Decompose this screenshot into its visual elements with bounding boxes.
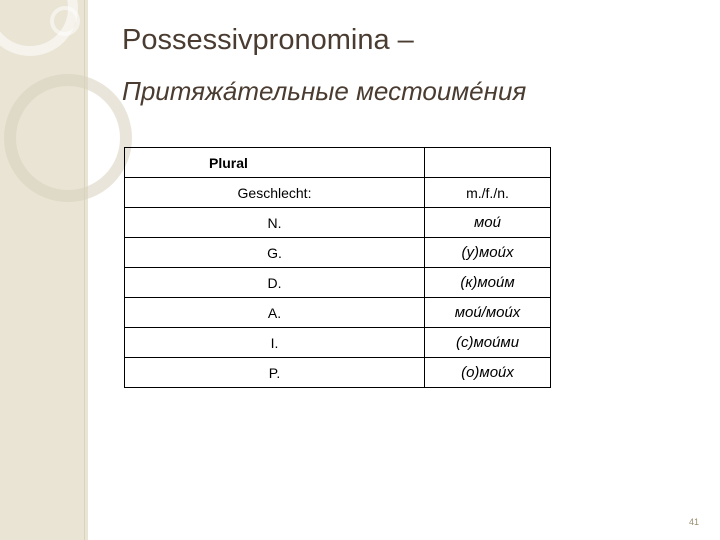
- band-divider: [84, 0, 85, 540]
- decorative-circle: [50, 6, 80, 36]
- declension-table: [124, 147, 551, 388]
- page-number: 41: [689, 517, 700, 527]
- table-row: [125, 178, 551, 208]
- slide-title-russian: Притяжа́тельные местоиме́ния: [122, 76, 527, 106]
- row-label-gender: Geschlecht:: [125, 178, 425, 208]
- header-empty: [425, 148, 551, 178]
- case-form-genitive: (у)мои́х: [425, 238, 551, 268]
- decorative-circle: [4, 74, 132, 202]
- table-row: [125, 238, 551, 268]
- case-label-prepositional: P.: [125, 358, 425, 388]
- table-row: [125, 268, 551, 298]
- case-form-nominative: мои́: [425, 208, 551, 238]
- table-row: [125, 298, 551, 328]
- case-label-genitive: G.: [125, 238, 425, 268]
- case-form-prepositional: (о)мои́х: [425, 358, 551, 388]
- case-label-nominative: N.: [125, 208, 425, 238]
- side-decor-band: [0, 0, 88, 540]
- case-form-instrumental: (с)мои́ми: [425, 328, 551, 358]
- row-value-gender: m./f./n.: [425, 178, 551, 208]
- header-plural: Plural: [125, 148, 425, 178]
- case-label-dative: D.: [125, 268, 425, 298]
- table-header-row: [125, 148, 551, 178]
- case-label-accusative: A.: [125, 298, 425, 328]
- case-form-dative: (к)мои́м: [425, 268, 551, 298]
- slide-title-german: Possessivpronomina –: [122, 24, 414, 56]
- table-row: [125, 328, 551, 358]
- table-row: [125, 358, 551, 388]
- table-row: [125, 208, 551, 238]
- case-label-instrumental: I.: [125, 328, 425, 358]
- case-form-accusative: мои́/мои́х: [425, 298, 551, 328]
